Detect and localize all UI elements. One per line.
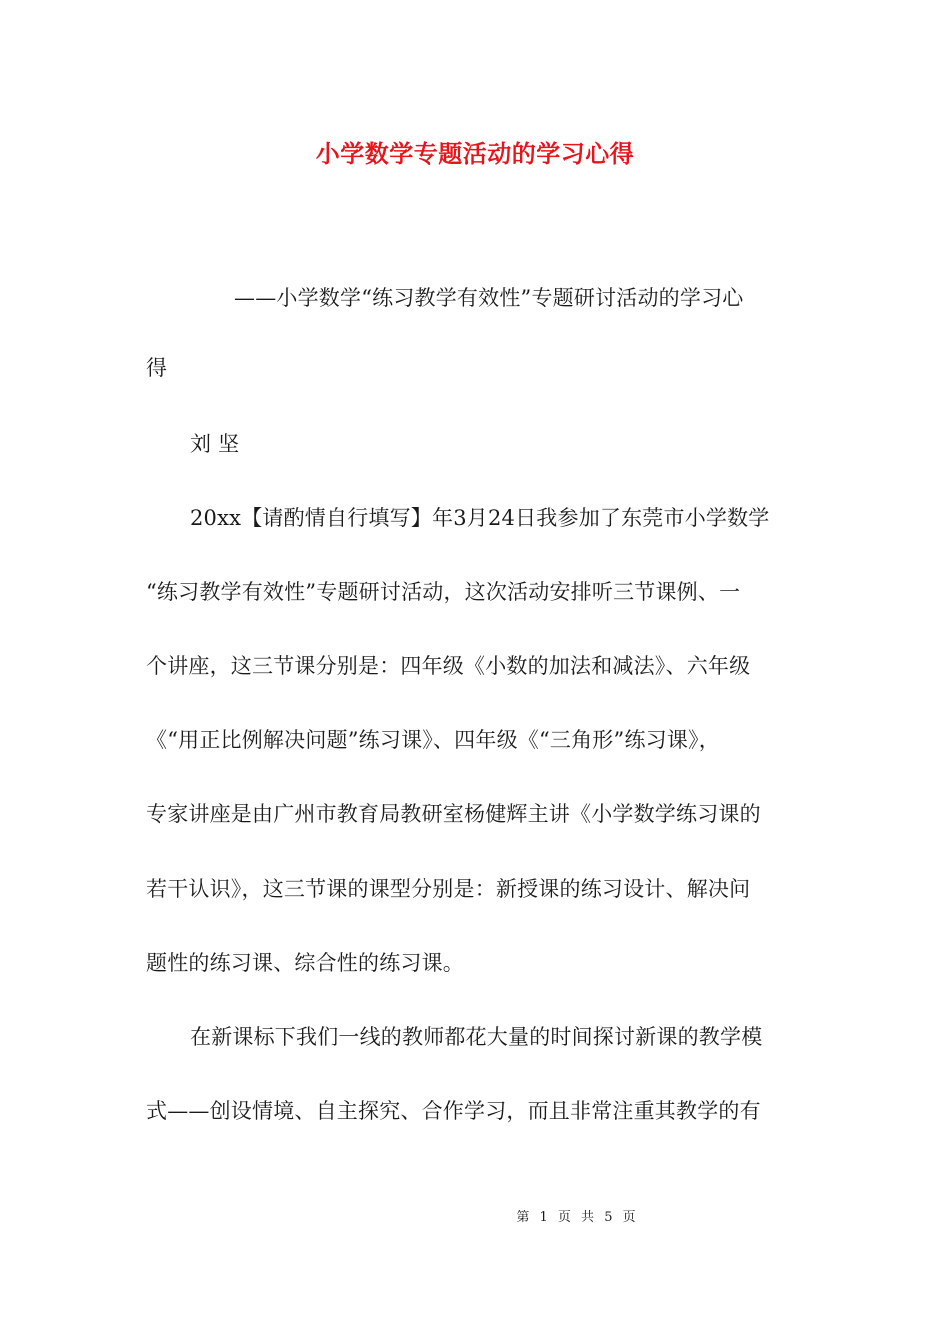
paragraph-line: 《“用正比例解决问题”练习课》、四年级《“三角形”练习课》， [146,728,720,752]
subtitle-line: ——小学数学“练习教学有效性”专题研讨活动的学习心 [234,286,744,310]
page-number-footer: 第 1 页 共 5 页 [516,1210,639,1225]
author-name: 刘 坚 [190,432,240,456]
paragraph-line: 式——创设情境、自主探究、合作学习，而且非常注重其教学的有 [146,1099,761,1123]
paragraph-line: “练习教学有效性”专题研讨活动，这次活动安排听三节课例、一 [146,580,741,604]
paragraph-line: 专家讲座是由广州市教育局教研室杨健辉主讲《小学数学练习课的 [146,802,761,826]
paragraph-line: 20xx【请酌情自行填写】年3月24日我参加了东莞市小学数学 [190,506,770,530]
paragraph-line: 在新课标下我们一线的教师都花大量的时间探讨新课的教学模 [190,1025,763,1049]
paragraph-line: 若干认识》，这三节课的课型分别是：新授课的练习设计、解决问 [146,877,751,901]
paragraph-line: 题性的练习课、综合性的练习课。 [146,951,464,975]
subtitle-line: 得 [146,356,168,380]
paragraph-line: 个讲座，这三节课分别是：四年级《小数的加法和减法》、六年级 [146,654,751,678]
document-title: 小学数学专题活动的学习心得 [315,140,635,168]
